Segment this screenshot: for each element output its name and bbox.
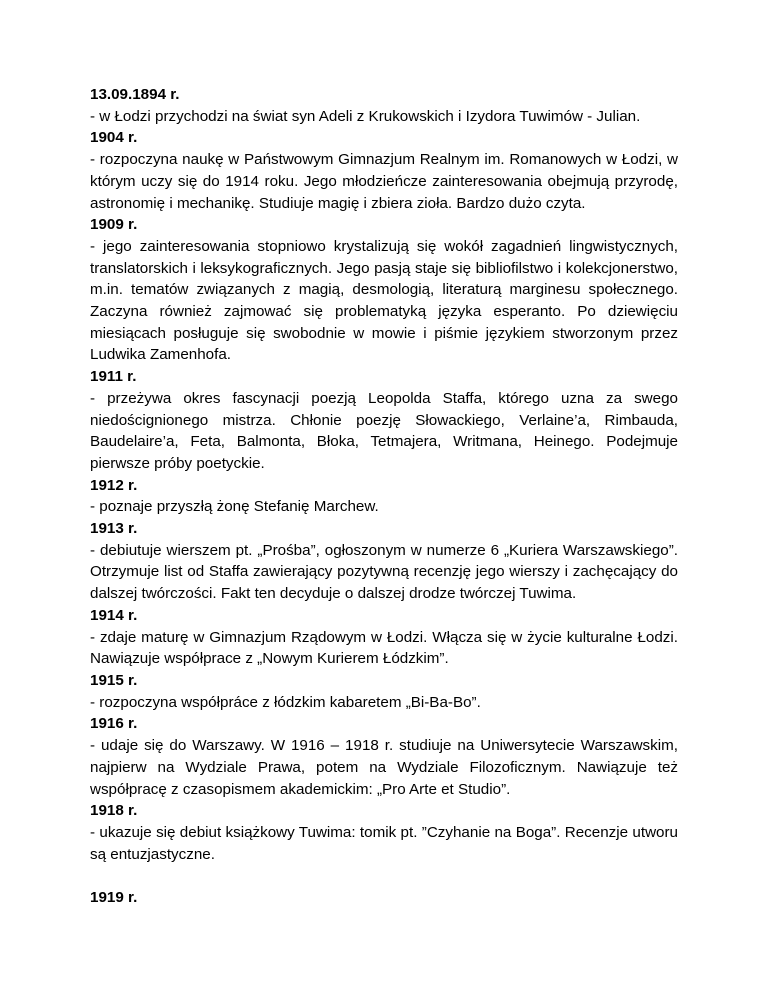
entry-text: - poznaje przyszłą żonę Stefanię Marchew. [90, 498, 379, 516]
blank-line [90, 865, 678, 887]
entry-text: - debiutuje wierszem pt. „Prośba”, ogłoszonym w numerze 6 „Kuriera Warszawskiego”. Otrzymuje list od Staffa zawierający pozytywną recenzję jego wierszy i zachęcający do dalszej twórczości. Fakt ten decyduje o dalszej drodze twórczej Tuwima. [90, 541, 678, 603]
entry-text: - w Łodzi przychodzi na świat syn Adeli z Krukowskich i Izydora Tuwimów - Julian. [90, 107, 641, 125]
entry-year: 1904 r. [90, 129, 138, 147]
entry-year: 13.09.1894 r. [90, 86, 180, 103]
entry-text: - rozpoczyna naukę w Państwowym Gimnazjum Realnym im. Romanowych w Łodzi, w którym uczy się do 1914 roku. Jego młodzieńcze zainteresowania obejmują przyrodę, astronomię i mechanikę. Studiuje magię i zbiera zioła. Bardzo dużo czyta. [90, 151, 678, 212]
entry-text: - ukazuje się debiut książkowy Tuwima: tomik pt. ”Czyhanie na Boga”. Recenzje utworu są entuzjastyczne. [90, 823, 678, 863]
entry-text: - udaje się do Warszawy. W 1916 – 1918 r. studiuje na Uniwersytecie Warszawskim, najpierw na Wydziale Prawa, potem na Wydziale Filozoficznym. Nawiązuje też współpracę z czasopismem akademickim: „Pro Arte et Studio”. [90, 737, 678, 798]
entry-text: - rozpoczyna współpráce z łódzkim kabaretem „Bi-Ba-Bo”. [90, 693, 481, 711]
entry-year: 1916 r. [90, 715, 138, 733]
entry-text: - zdaje maturę w Gimnazjum Rządowym w Łodzi. Włącza się w życie kulturalne Łodzi. Nawiązuje współprace z „Nowym Kurierem Łódzkim”. [90, 628, 678, 668]
entry-text: - jego zainteresowania stopniowo krystalizują się wokół zagadnień lingwistycznych, translatorskich i leksykograficznych. Jego pasją staje się bibliofilstwo i kolekcjonerstwo, m.in. tematów związanych z magią, desmologią, literaturą marginesu społecznego. Zaczyna również zajmować się problematyką języka esperanto. Po dziewięciu miesiącach posługuje się swobodnie w mowie i piśmie językiem stworzonym przez Ludwika Zamenhofa. [90, 237, 678, 364]
entry-year: 1912 r. [90, 476, 138, 494]
entry-year: 1914 r. [90, 606, 138, 624]
entry-year: 1913 r. [90, 520, 138, 538]
entry-text: - przeżywa okres fascynacji poezją Leopolda Staffa, którego uzna za swego niedoścignionego mistrza. Chłonie poezję Słowackiego, Verlaine’a, Rimbauda, Baudelaire’a, Feta, Balmonta, Błoka, Tetmajera, Writmana, Heinego. Podejmuje pierwsze próby poetyckie. [90, 389, 678, 472]
entry-year: 1915 r. [90, 671, 138, 689]
entry-year: 1911 r. [90, 368, 137, 386]
entry-year: 1919 r. [90, 889, 138, 906]
entry-year: 1909 r. [90, 216, 138, 234]
entry-year: 1918 r. [90, 802, 138, 820]
